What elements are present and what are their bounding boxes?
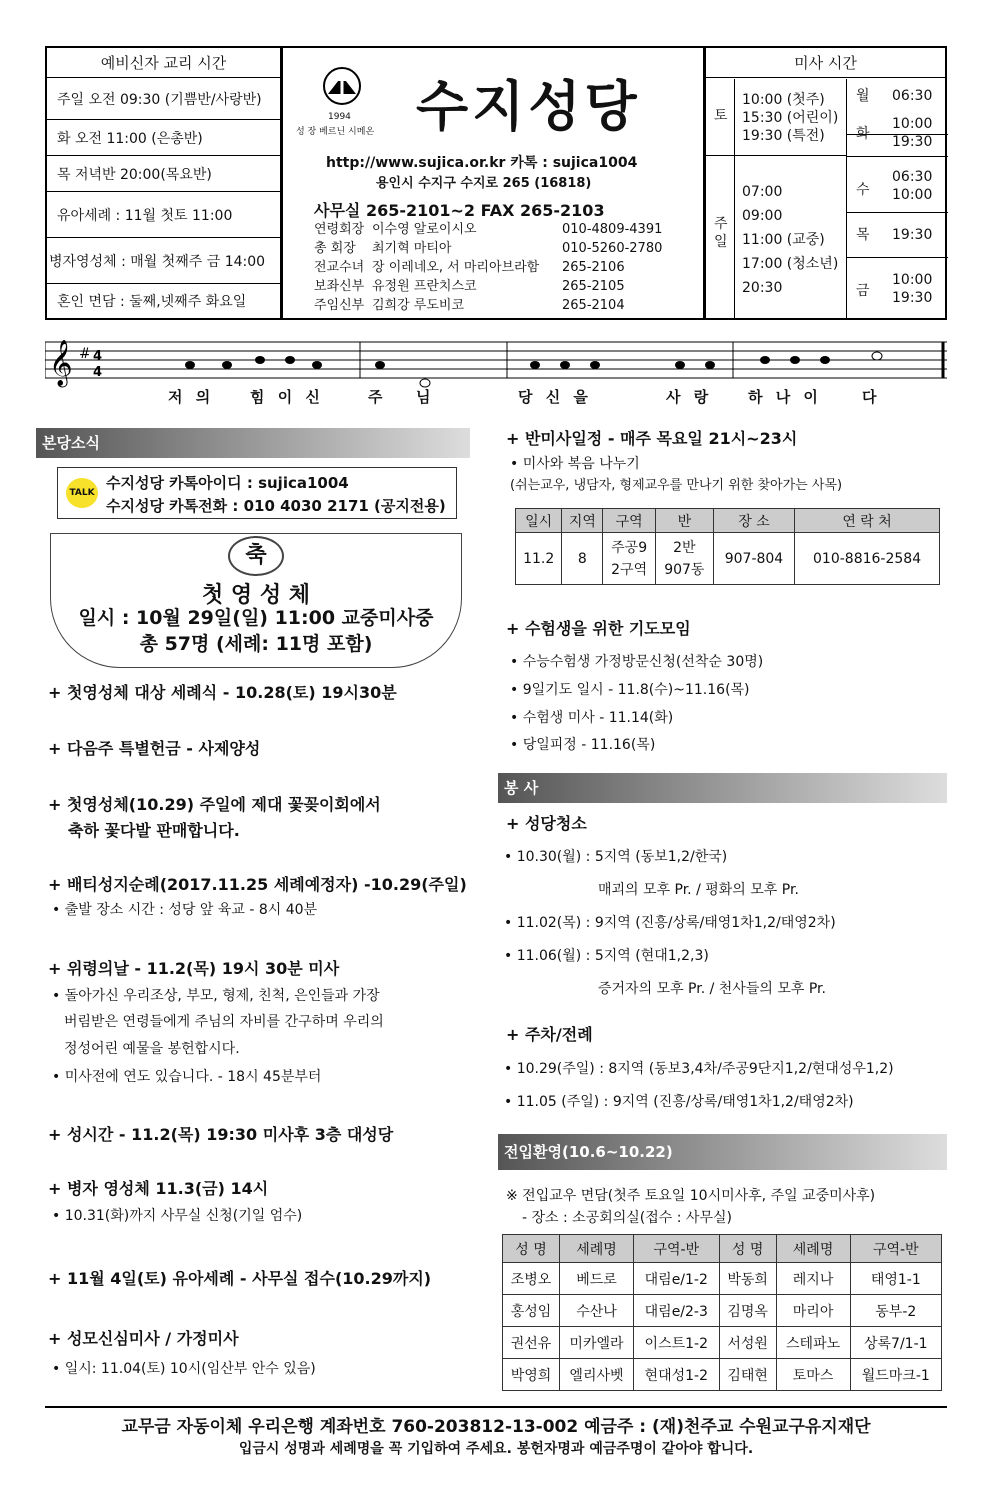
mass-title: 미사 시간 [706,48,945,78]
first-communion-date: 일시 : 10월 29일(일) 11:00 교중미사중 [78,607,434,629]
header-box [45,46,947,320]
weekday-time: 06:30 10:00 [892,169,933,203]
exam-line: • 9일기도 일시 - 11.8(수)~11.16(목) [510,682,750,698]
news-line: • 일시: 11.04(토) 10시(임산부 안수 있음) [52,1361,316,1377]
news-line: • 출발 장소 시간 : 성당 앞 육교 - 8시 40분 [52,902,318,918]
weekday-label: 수 [856,182,870,198]
section-title-service: 봉 사 [498,773,947,803]
treble-clef-icon: 𝄞 [49,340,73,386]
website-url[interactable]: http://www.sujica.or.kr 카톡 : sujica1004 [326,155,638,171]
news-heading: + 배티성지순례(2017.11.25 세례예정자) -10.29(주일) [48,875,467,894]
exam-prayer-heading: + 수험생을 위한 기도모임 [506,619,691,638]
staff-row: 총 회장 최기혁 마티아 010-5260-2780 [314,241,663,256]
sunday-time: 20:30 [742,280,783,296]
news-heading: + 성모신심미사 / 가정미사 [48,1329,239,1348]
news-line: • 미사전에 연도 있습니다. - 18시 45분부터 [52,1069,322,1085]
weekday-label: 화 [856,126,870,142]
lyric: 님 [416,388,435,406]
kakao-info-box [57,467,457,519]
kakao-talk-icon: TALK [66,478,98,508]
church-info [286,48,703,318]
saturday-time: 19:30 (특전) [742,128,825,144]
kakao-phone: 수지성당 카톡전화 : 010 4030 2171 (공지전용) [106,497,446,515]
staff-row: 주임신부 김희강 루도비코 265-2104 [314,298,625,313]
section-title-welcome: 전입환영(10.6~10.22) [498,1134,947,1170]
logo-year: 1994 [328,112,351,122]
section-title-parish-news: 본당소식 [36,428,470,458]
first-communion-title: 첫 영 성 체 [202,583,310,608]
staff-row: 전교수녀 장 이레네오, 서 마리아브라함 265-2106 [314,260,625,275]
news-line: 정성어린 예물을 봉헌합시다. [64,1041,240,1057]
parking-heading: + 주차/전례 [506,1025,593,1044]
exam-line: • 당일피정 - 11.16(목) [510,737,656,753]
logo-caption: 성 장 베르닌 시메온 [296,127,375,137]
footer-divider [45,1406,947,1408]
saturday-time: 15:30 (어린이) [742,110,839,126]
svg-text:#: # [79,346,91,362]
cleaning-line: 증거자의 모후 Pr. / 천사들의 모후 Pr. [598,981,826,997]
lyric: 다 [862,388,881,406]
ban-mass-table: 일시 지역 구역 반 장 소 연 락 처 11.2 8 주공9 2구역 2반 907동 907-804 010-8816-2584 [515,508,940,585]
cleaning-line: • 11.02(목) : 9지역 (진흥/상록/태영1차1,2/태영2차) [504,915,836,931]
weekday-time: 10:00 19:30 [892,116,933,150]
sunday-label: 주 일 [714,216,728,250]
news-heading: + 위령의날 - 11.2(목) 19시 30분 미사 [48,959,340,978]
catechism-title: 예비신자 교리 시간 [47,48,280,78]
news-line: • 돌아가신 우리조상, 부모, 형제, 친척, 은인들과 가장 [52,988,380,1004]
sunday-time: 07:00 [742,184,783,200]
parking-line: • 11.05 (주일) : 9지역 (진흥/상록/태영1차1,2/태영2차) [504,1094,854,1110]
welcome-table: 성 명 세례명 구역-반 성 명 세례명 구역-반 조병오 베드로 대림e/1-2 박동희 레지나 태영1-1 홍성임 수산나 대림e/2-3 김명옥 마리아 동부-2 권선유 미카엘라 이스트1-2 서성원 스테파노 상록7/1-1 박영희 엘리사벳 현대성1-2 김태현 토마스 월드마크-1 [502,1234,942,1391]
lyric: 사 랑 [666,388,713,406]
news-heading: 축하 꽃다발 판매합니다. [68,821,240,840]
cleaning-heading: + 성당청소 [506,814,587,833]
weekday-label: 월 [856,88,870,104]
church-address: 용인시 수지구 수지로 265 (16818) [376,176,592,191]
sunday-time: 09:00 [742,208,783,224]
weekday-time: 10:00 19:30 [892,272,933,306]
first-communion-count: 총 57명 (세례: 11명 포함) [139,633,373,655]
cleaning-line: • 10.30(월) : 5지역 (동보1,2/한국) [504,849,728,865]
lyric: 주 [368,388,387,406]
ban-mass-heading: + 반미사일정 - 매주 목요일 21시~23시 [506,429,798,448]
ban-mass-line: (쉬는교우, 냉담자, 형제교우를 만나기 위한 찾아가는 사목) [510,478,843,493]
catechism-row: 혼인 면담 : 둘째,넷째주 화요일 [57,294,247,310]
lyric: 힘 이 신 [250,388,324,406]
svg-text:4: 4 [93,349,103,364]
news-heading: + 11월 4일(토) 유아세례 - 사무실 접수(10.29까지) [48,1269,432,1288]
catechism-row: 유아세례 : 11월 첫토 11:00 [47,192,280,238]
cleaning-line: • 11.06(월) : 5지역 (현대1,2,3) [504,948,709,964]
catechism-row: 화 오전 11:00 (은총반) [47,120,280,156]
exam-line: • 수험생 미사 - 11.14(화) [510,710,674,726]
weekday-label: 금 [856,283,870,299]
exam-line: • 수능수험생 가정방문신청(선착순 30명) [510,654,764,670]
sunday-time: 17:00 (청소년) [742,256,839,272]
ban-mass-line: • 미사와 복음 나누기 [510,456,640,472]
news-heading: + 병자 영성체 11.3(금) 14시 [48,1179,269,1198]
staff-row: 보좌신부 유정원 프란치스코 265-2105 [314,279,625,294]
office-phone: 사무실 265-2101~2 FAX 265-2103 [314,201,605,220]
news-heading: + 다음주 특별헌금 - 사제양성 [48,739,261,758]
footer-account: 교무금 자동이체 우리은행 계좌번호 760-203812-13-002 예금주 : (재)천주교 수원교구유지재단 [121,1417,871,1437]
news-line: 버림받은 연령들에게 주님의 자비를 간구하며 우리의 [64,1014,384,1030]
weekday-label: 목 [856,227,870,243]
church-logo-icon [320,64,364,114]
svg-text:4: 4 [93,365,103,380]
catechism-schedule [47,48,283,318]
mass-schedule [703,48,945,318]
staff-list [314,220,662,315]
celebration-emblem: 축 [228,536,284,576]
footer-notice: 입금시 성명과 세례명을 꼭 기입하여 주세요. 봉헌자명과 예금주명이 같아야 합니다. [238,1441,754,1457]
news-heading: + 성시간 - 11.2(목) 19:30 미사후 3층 대성당 [48,1125,394,1144]
lyric: 하 나 이 [748,388,822,406]
saturday-time: 10:00 (첫주) [742,92,825,108]
staff-row: 연령회장 이수영 알로이시오 010-4809-4391 [314,222,663,237]
kakao-id: 수지성당 카톡아이디 : sujica1004 [106,474,349,492]
catechism-row: 병자영성체 : 매월 첫째주 금 14:00 [47,238,280,284]
catechism-row: 주일 오전 09:30 (기쁨반/사랑반) [47,78,280,120]
lyric: 저 의 [168,388,215,406]
welcome-note: - 장소 : 소공회의실(접수 : 사무실) [522,1210,732,1226]
lyric: 당 신 을 [518,388,592,406]
news-heading: + 첫영성체 대상 세례식 - 10.28(토) 19시30분 [48,683,397,702]
weekday-time: 06:30 [892,88,933,104]
catechism-row: 목 저녁반 20:00(목요반) [47,156,280,192]
welcome-note: ※ 전입교우 면담(첫주 토요일 10시미사후, 주일 교중미사후) [506,1188,876,1204]
saturday-label: 토 [714,108,728,124]
cleaning-line: 매괴의 모후 Pr. / 평화의 모후 Pr. [598,882,799,898]
sunday-time: 11:00 (교중) [742,232,825,248]
church-name: 수지성당 [416,74,641,138]
news-line: • 10.31(화)까지 사무실 신청(기일 엄수) [52,1208,303,1224]
news-heading: + 첫영성체(10.29) 주일에 제대 꽃꽂이회에서 [48,795,381,814]
parking-line: • 10.29(주일) : 8지역 (동보3,4차/주공9단지1,2/현대성우1,2) [504,1061,894,1077]
weekday-time: 19:30 [892,227,933,243]
